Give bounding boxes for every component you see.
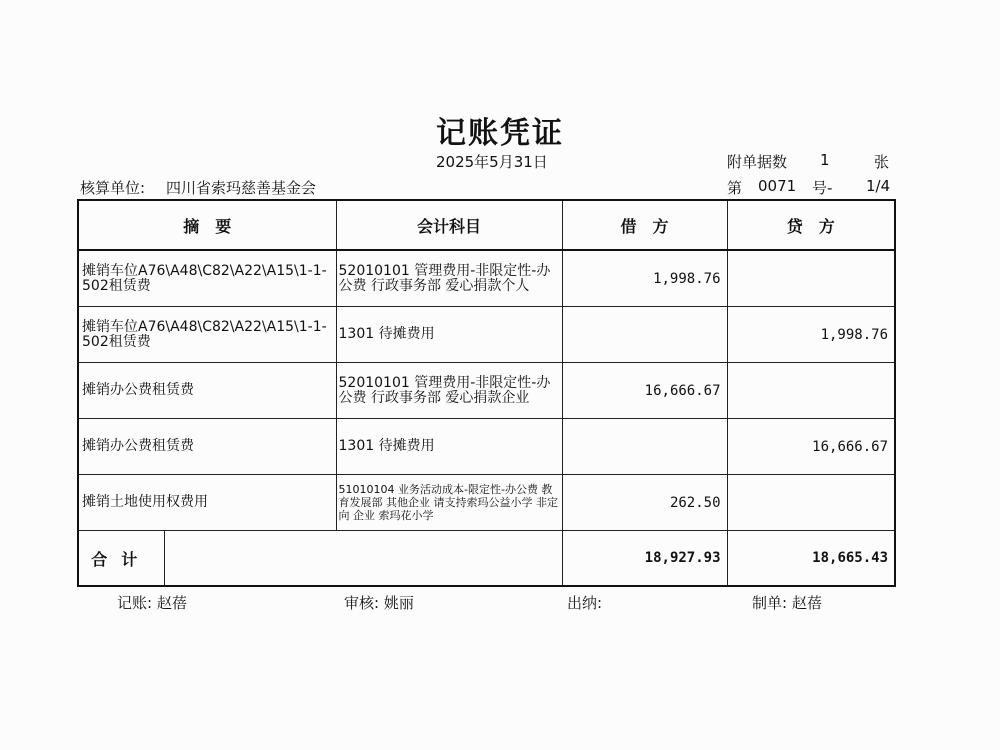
voucher-seq-prefix: 第 (727, 179, 743, 197)
header-account: 会计科目 (336, 200, 562, 250)
row-account: 1301 待摊费用 (336, 419, 562, 475)
table-row (78, 250, 895, 307)
row-account: 1301 待摊费用 (336, 307, 562, 363)
attachments-label: 附单据数 (727, 153, 788, 171)
row-summary: 摊销车位A76\A48\C82\A22\A15\1-1-502租赁费 (78, 307, 336, 363)
accounting-unit-label: 核算单位: (80, 179, 146, 197)
bookkeeper-signature: 记账: 赵蓓 (117, 594, 187, 612)
row-debit (562, 307, 727, 363)
row-credit (727, 250, 895, 307)
total-blank-cell (164, 531, 562, 587)
table-row (78, 475, 895, 531)
table-row (78, 419, 895, 475)
voucher-date: 2025年5月31日 (436, 153, 548, 171)
attachments-unit: 张 (874, 153, 890, 171)
table-header-row (78, 200, 895, 250)
row-debit (562, 419, 727, 475)
voucher-table (77, 199, 896, 587)
row-credit (727, 363, 895, 419)
table-row (78, 307, 895, 363)
cashier-signature: 出纳: (567, 594, 603, 612)
voucher-seq-page: 1/4 (866, 177, 891, 195)
header-debit: 借 方 (562, 200, 727, 250)
voucher-seq-number: 0071 (758, 177, 797, 195)
row-debit: 16,666.67 (562, 363, 727, 419)
row-account: 51010104 业务活动成本-限定性-办公费 教育发展部 其他企业 请支持索玛公益小学 非定向 企业 索玛花小学 (336, 475, 562, 531)
voucher-title: 记账凭证 (436, 116, 564, 151)
header-credit: 贷 方 (727, 200, 895, 250)
row-credit: 16,666.67 (727, 419, 895, 475)
row-summary: 摊销土地使用权费用 (78, 475, 336, 531)
table-row (78, 363, 895, 419)
row-summary: 摊销车位A76\A48\C82\A22\A15\1-1-502租赁费 (78, 250, 336, 307)
attachments-count: 1 (820, 151, 830, 169)
row-account: 52010101 管理费用-非限定性-办公费 行政事务部 爱心捐款企业 (336, 363, 562, 419)
total-credit: 18,665.43 (727, 531, 895, 587)
header-summary: 摘 要 (78, 200, 336, 250)
reviewer-signature: 审核: 姚丽 (344, 594, 414, 612)
total-debit: 18,927.93 (562, 531, 727, 587)
preparer-signature: 制单: 赵蓓 (752, 594, 822, 612)
voucher-seq-suffix: 号- (812, 179, 833, 197)
row-debit: 1,998.76 (562, 250, 727, 307)
row-debit: 262.50 (562, 475, 727, 531)
row-summary: 摊销办公费租赁费 (78, 419, 336, 475)
row-credit: 1,998.76 (727, 307, 895, 363)
accounting-unit-value: 四川省索玛慈善基金会 (166, 179, 317, 197)
total-label: 合计 (78, 531, 164, 587)
total-row (78, 531, 895, 587)
row-account: 52010101 管理费用-非限定性-办公费 行政事务部 爱心捐款个人 (336, 250, 562, 307)
row-credit (727, 475, 895, 531)
row-summary: 摊销办公费租赁费 (78, 363, 336, 419)
